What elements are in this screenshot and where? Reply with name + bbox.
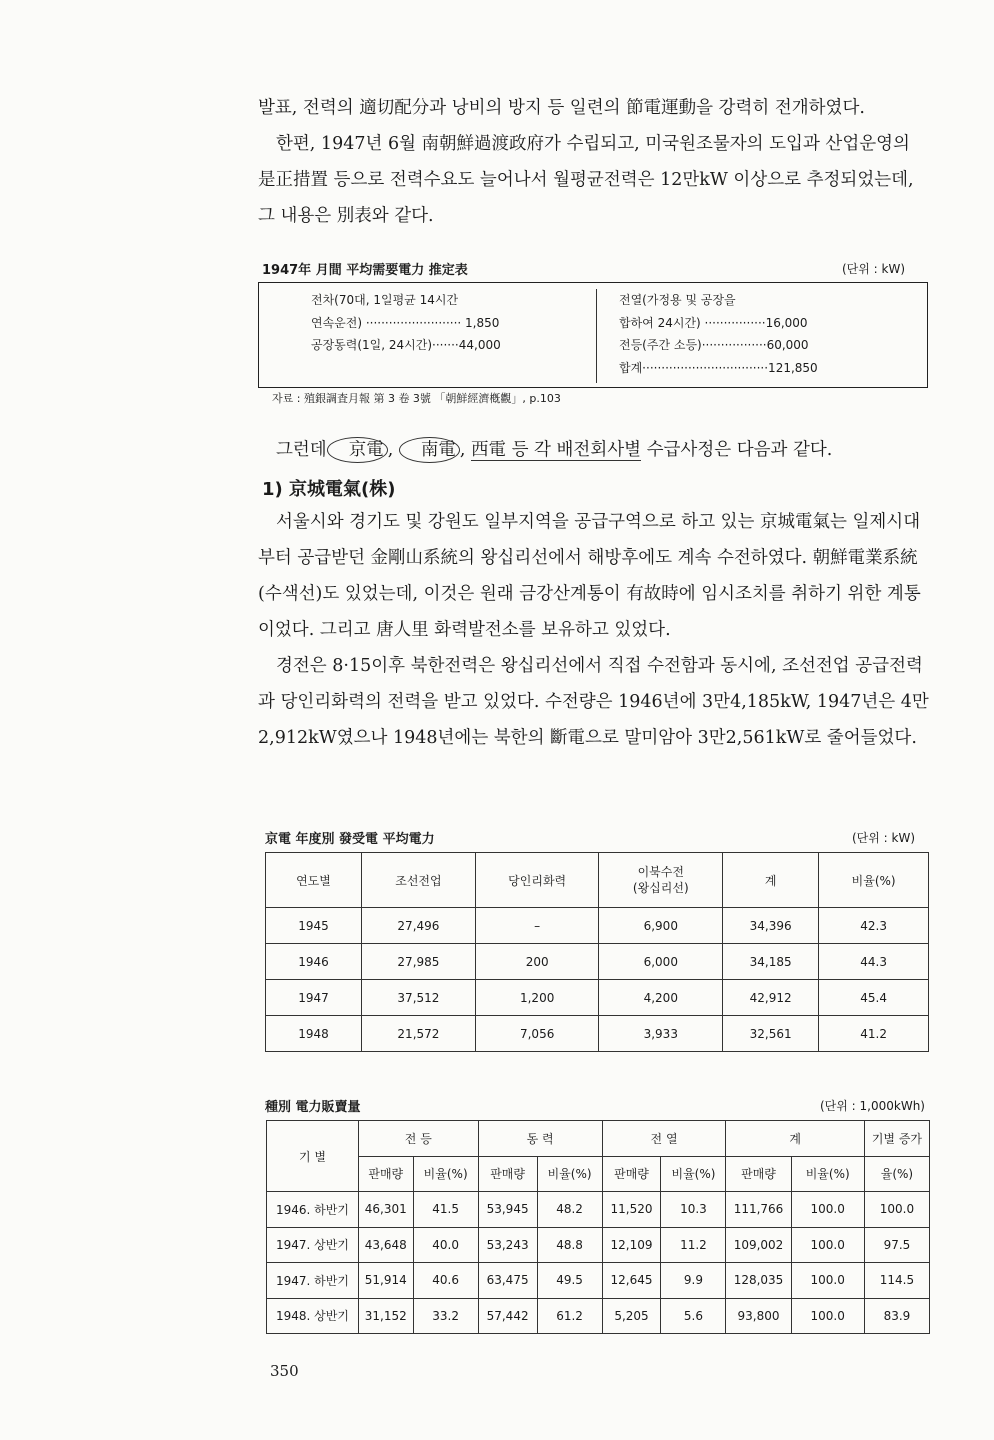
table2-group-header: 계 [726,1121,864,1157]
intro-paragraph-2: 한편, 1947년 6월 南朝鮮過渡政府가 수립되고, 미국원조물자의 도입과 산업운영의 是正措置 등으로 전력수요도 늘어나서 월평균전력은 12만kW 이상으로 추정되었는데, 그 내용은 別表와 같다. [258,134,914,226]
intro-text [258,90,930,234]
table1-header-cell: 조선전업 [361,853,475,908]
table2-cell: 100.0 [864,1192,929,1228]
table2-cell: 1947. 하반기 [267,1263,359,1299]
table2-cell: 93,800 [726,1298,791,1334]
table1-cell: 1948 [266,1016,362,1052]
table1-header-cell: 비율(%) [819,853,929,908]
table-row [267,1298,930,1334]
table1-cell: 27,496 [361,908,475,944]
table2-cell: 57,442 [478,1298,537,1334]
table1-unit: (단위 : kW) [852,831,916,845]
table2-sub-header-row [267,1156,930,1192]
table2-cell: 11.2 [661,1227,726,1263]
table2-title: 種別 電力販賣量 [265,1100,361,1115]
table2-cell: 100.0 [791,1263,864,1299]
column-divider [596,289,597,383]
estimate-right-line: 합하여 24시간) ················16,000 [619,315,808,330]
estimate-left-line: 전차(70대, 1일평균 14시간 [311,293,459,307]
transition-sentence [258,432,930,468]
table-row [266,1016,929,1052]
table2-group-header-row [267,1121,930,1157]
table1-cell: 41.2 [819,1016,929,1052]
table1-cell: 34,396 [723,908,819,944]
table1-cell: 1946 [266,944,362,980]
table2-period-header: 기 별 [267,1121,359,1192]
table2-sub-header: 비율(%) [537,1156,602,1192]
table2-cell: 97.5 [864,1227,929,1263]
table2-cell: 5.6 [661,1298,726,1334]
comma: , [387,440,394,460]
estimate-right-column [619,289,818,379]
table-row [267,1263,930,1299]
table1 [265,852,929,1052]
table2-cell: 40.0 [413,1227,478,1263]
table1-cell: 200 [475,944,599,980]
table2-group-header: 전 열 [602,1121,726,1157]
table2-sub-header: 판매량 [602,1156,661,1192]
body-paragraph-2: 경전은 8·15이후 북한전력은 왕십리선에서 직접 수전함과 동시에, 조선전업 공급전력과 당인리화력의 전력을 받고 있었다. 수전량은 1946년에 3만4,185kW, 1947년은 4만2,912kW였으나 1948년에는 북한의 斷電으로 말미암아 3만2,561kW로 줄어들었다. [258,656,929,748]
table2-cell: 11,520 [602,1192,661,1228]
table2-cell: 49.5 [537,1263,602,1299]
table2-growth-header: 기별 증가 [864,1121,929,1157]
table2-cell: 53,945 [478,1192,537,1228]
table2-sub-header: 비율(%) [791,1156,864,1192]
table-row [267,1227,930,1263]
table1-cell: 45.4 [819,980,929,1016]
table1-cell: 1,200 [475,980,599,1016]
table2-sub-header: 판매량 [358,1156,413,1192]
intro-paragraph-1: 발표, 전력의 適切配分과 낭비의 방지 등 일련의 節電運動을 강력히 전개하였다. [258,98,865,118]
table2-cell: 48.2 [537,1192,602,1228]
table2-cell: 40.6 [413,1263,478,1299]
body-paragraph-1: 서울시와 경기도 및 강원도 일부지역을 공급구역으로 하고 있는 京城電氣는 일제시대부터 공급받던 金剛山系統의 왕십리선에서 해방후에도 계속 수전하였다. 朝鮮電業系統(수색선)도 있었는데, 이것은 원래 금강산계통이 有故時에 임시조치를 취하기 위한 계통이었다. 그리고 唐人里 화력발전소를 보유하고 있었다. [258,512,921,640]
table1-cell: 3,933 [599,1016,723,1052]
estimate-left-line: 공장동력(1일, 24시간)·······44,000 [311,338,501,352]
table2-cell: 46,301 [358,1192,413,1228]
table2-cell: 48.8 [537,1227,602,1263]
table1-cell: 34,185 [723,944,819,980]
table-row [266,908,929,944]
estimate-right-line: 전열(가정용 및 공장을 [619,293,736,307]
table2-cell: 41.5 [413,1192,478,1228]
table2-growth-header: 율(%) [864,1156,929,1192]
table2-cell: 43,648 [358,1227,413,1263]
table2-cell: 33.2 [413,1298,478,1334]
table-row [267,1192,930,1228]
estimate-table-source: 자료 : 殖銀調査月報 第 3 卷 3號 「朝鮮經濟槪觀」, p.103 [272,392,561,405]
table1-cell: 27,985 [361,944,475,980]
table2-cell: 109,002 [726,1227,791,1263]
page-number: 350 [270,1362,299,1380]
table2-sub-header: 판매량 [726,1156,791,1192]
estimate-table-unit: (단위 : kW) [842,262,906,276]
table1-cell: 21,572 [361,1016,475,1052]
table1-cell: 6,900 [599,908,723,944]
table2-cell: 114.5 [864,1263,929,1299]
table-row [266,980,929,1016]
table1-cell: 1947 [266,980,362,1016]
table2-sub-header: 비율(%) [661,1156,726,1192]
table1-header-cell: 당인리화력 [475,853,599,908]
table1-cell: 42.3 [819,908,929,944]
table2-cell: 63,475 [478,1263,537,1299]
table-row [266,944,929,980]
table2-cell: 9.9 [661,1263,726,1299]
body-text [258,504,930,756]
estimate-left-column [311,289,501,357]
transition-rest: 수급사정은 다음과 같다. [641,440,833,460]
table2-cell: 100.0 [791,1227,864,1263]
table1-cell: – [475,908,599,944]
table2-group-header: 동 력 [478,1121,602,1157]
estimate-table-box [258,282,928,388]
table1-cell: 1945 [266,908,362,944]
table2-cell: 128,035 [726,1263,791,1299]
table1-cell: 4,200 [599,980,723,1016]
table1-title: 京電 年度別 發受電 平均電力 [265,832,435,847]
table1-cell: 42,912 [723,980,819,1016]
table2-cell: 10.3 [661,1192,726,1228]
estimate-right-line: 합계·································121,850 [619,360,818,375]
table1-header-cell: 연도별 [266,853,362,908]
table2-sub-header: 판매량 [478,1156,537,1192]
table1-cell: 44.3 [819,944,929,980]
table1-header-cell: 계 [723,853,819,908]
table2-cell: 12,109 [602,1227,661,1263]
table2-cell: 83.9 [864,1298,929,1334]
table2-cell: 100.0 [791,1192,864,1228]
comma: , [459,440,466,460]
table2-cell: 12,645 [602,1263,661,1299]
circled-word-namjeon: 南電 [399,437,460,463]
estimate-left-line: 연속운전) ························· 1,850 [311,315,500,330]
table2-group-header: 전 등 [358,1121,478,1157]
table2-cell: 53,243 [478,1227,537,1263]
table1-header-row [266,853,929,908]
table2-cell: 51,914 [358,1263,413,1299]
table2-cell: 100.0 [791,1298,864,1334]
estimate-right-line: 전등(주간 소등)·················60,000 [619,338,809,352]
underlined-phrase: 西電 등 각 배전회사별 [471,440,642,460]
table2-cell: 1946. 하반기 [267,1192,359,1228]
table2-unit: (단위 : 1,000kWh) [820,1099,925,1113]
table1-header-cell: 이북수전 (왕십리선) [599,853,723,908]
table2-cell: 61.2 [537,1298,602,1334]
transition-pre: 그런데 [276,440,327,460]
table2-cell: 31,152 [358,1298,413,1334]
table1-cell: 37,512 [361,980,475,1016]
table2-cell: 111,766 [726,1192,791,1228]
table2-cell: 1948. 상반기 [267,1298,359,1334]
table2-cell: 5,205 [602,1298,661,1334]
circled-word-kyongjeon: 京電 [327,437,388,463]
table1-cell: 6,000 [599,944,723,980]
section-heading: 1) 京城電氣(株) [262,479,396,500]
table1-cell: 7,056 [475,1016,599,1052]
estimate-table-title: 1947年 月間 平均需要電力 推定表 [262,263,468,278]
table1-cell: 32,561 [723,1016,819,1052]
table2 [266,1120,930,1334]
table2-cell: 1947. 상반기 [267,1227,359,1263]
table2-sub-header: 비율(%) [413,1156,478,1192]
